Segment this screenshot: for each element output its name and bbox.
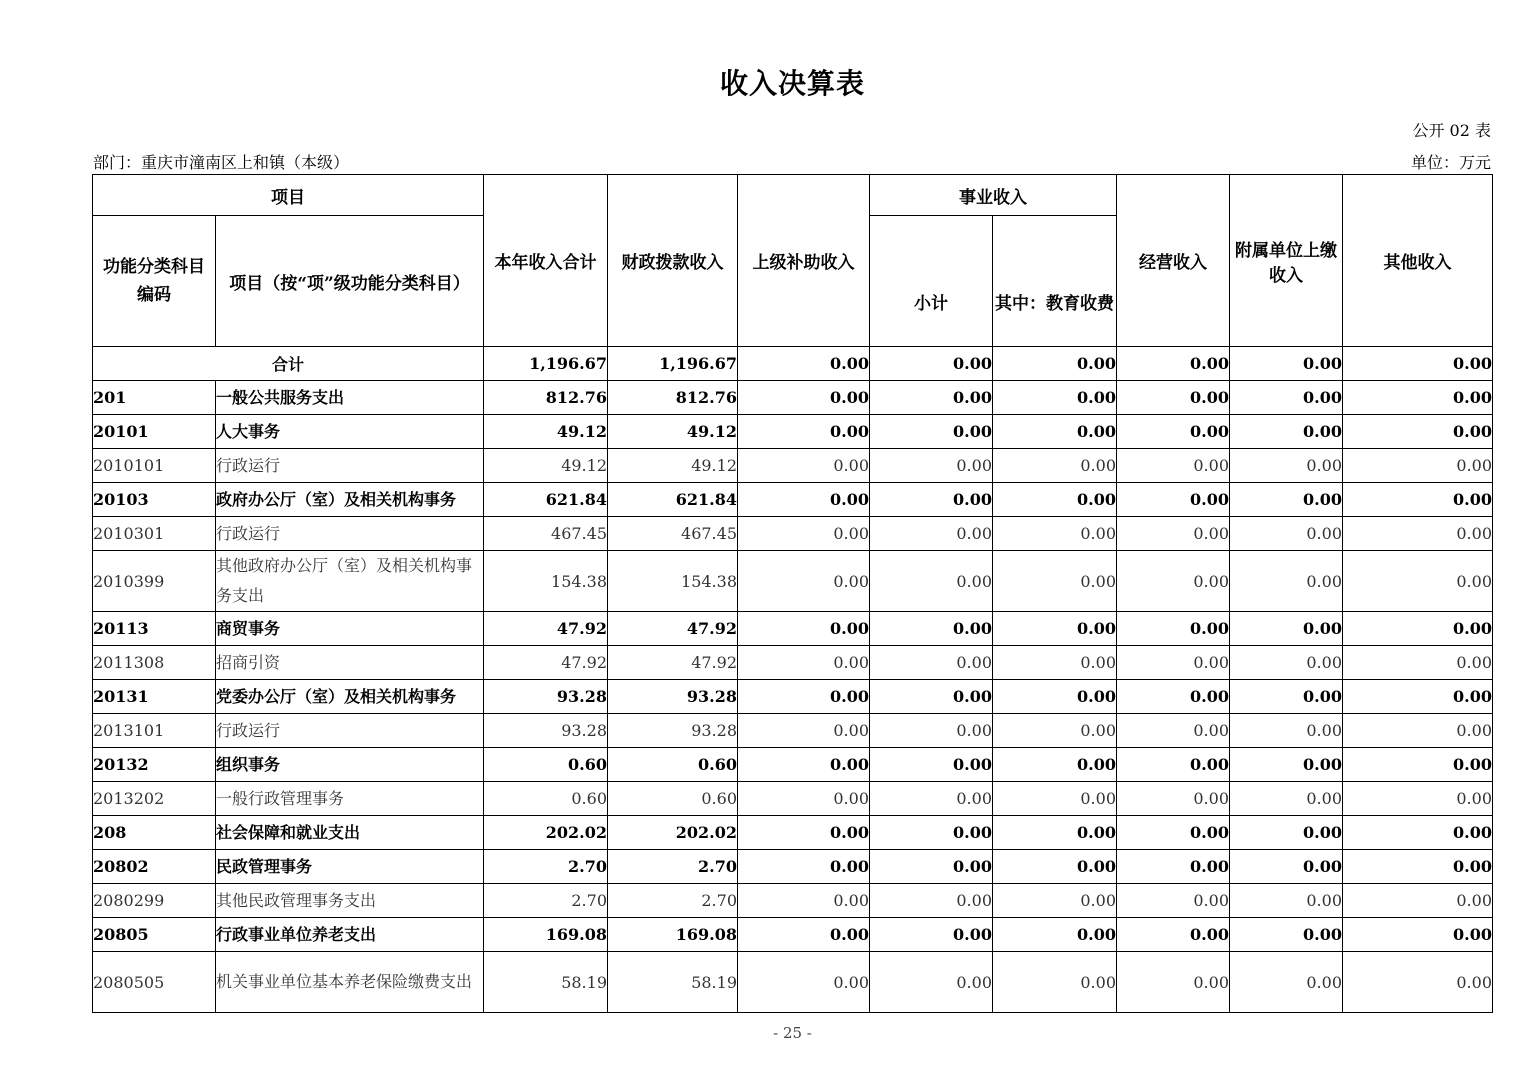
row-name: 组织事务 [216, 748, 484, 782]
row-code: 20805 [93, 918, 216, 952]
row-code: 2013202 [93, 782, 216, 816]
row-value: 0.00 [738, 714, 870, 748]
page-title: 收入决算表 [719, 67, 865, 100]
row-value: 49.12 [608, 449, 738, 483]
row-value: 2.70 [608, 884, 738, 918]
row-name: 党委办公厅（室）及相关机构事务 [216, 680, 484, 714]
total-value: 1,196.67 [608, 347, 738, 381]
row-value: 0.00 [993, 748, 1117, 782]
row-code: 2080505 [93, 952, 216, 1013]
row-value: 0.00 [993, 381, 1117, 415]
header-project: 项目 [93, 175, 484, 216]
row-value: 47.92 [608, 646, 738, 680]
row-value: 0.00 [993, 884, 1117, 918]
income-table [92, 174, 1493, 1013]
row-value: 49.12 [608, 415, 738, 449]
header-education [993, 216, 1117, 347]
row-value: 0.00 [738, 449, 870, 483]
row-value: 0.00 [1117, 517, 1230, 551]
row-code: 208 [93, 816, 216, 850]
row-code: 20113 [93, 612, 216, 646]
row-value: 0.60 [484, 748, 608, 782]
row-name: 行政运行 [216, 517, 484, 551]
row-value: 169.08 [484, 918, 608, 952]
row-value: 0.00 [738, 517, 870, 551]
row-value: 0.00 [1117, 816, 1230, 850]
row-value: 0.00 [738, 782, 870, 816]
total-value: 0.00 [1343, 347, 1493, 381]
row-value: 0.00 [738, 680, 870, 714]
row-value: 0.60 [608, 748, 738, 782]
row-name: 商贸事务 [216, 612, 484, 646]
row-value: 0.00 [1117, 551, 1230, 612]
row-code: 2010301 [93, 517, 216, 551]
row-value: 0.00 [1230, 517, 1343, 551]
row-value: 93.28 [484, 680, 608, 714]
row-code: 201 [93, 381, 216, 415]
row-value: 0.00 [870, 680, 993, 714]
table-row [93, 612, 1493, 646]
total-value: 0.00 [738, 347, 870, 381]
table-number: 公开 02 表 [1412, 121, 1491, 140]
row-value: 0.00 [1343, 449, 1493, 483]
row-value: 0.00 [1230, 680, 1343, 714]
row-value: 621.84 [484, 483, 608, 517]
row-value: 47.92 [484, 646, 608, 680]
row-value: 467.45 [608, 517, 738, 551]
row-value: 58.19 [608, 952, 738, 1013]
row-value: 0.00 [1230, 850, 1343, 884]
row-value: 0.00 [1343, 680, 1493, 714]
row-value: 0.00 [1343, 884, 1493, 918]
row-value: 621.84 [608, 483, 738, 517]
row-value: 0.00 [1117, 449, 1230, 483]
row-value: 0.00 [738, 884, 870, 918]
row-value: 0.00 [993, 918, 1117, 952]
row-name: 社会保障和就业支出 [216, 816, 484, 850]
row-value: 93.28 [484, 714, 608, 748]
row-value: 0.00 [870, 415, 993, 449]
row-value: 0.00 [1343, 381, 1493, 415]
row-value: 0.00 [738, 748, 870, 782]
row-value: 2.70 [484, 850, 608, 884]
row-code: 2010101 [93, 449, 216, 483]
row-value: 0.60 [484, 782, 608, 816]
row-value: 154.38 [484, 551, 608, 612]
row-value: 0.00 [1117, 483, 1230, 517]
header-superior: 上级补助收入 [738, 175, 870, 347]
row-name: 人大事务 [216, 415, 484, 449]
row-value: 0.00 [1230, 415, 1343, 449]
total-row [93, 347, 1493, 381]
row-code: 20103 [93, 483, 216, 517]
row-value: 154.38 [608, 551, 738, 612]
row-value: 0.00 [1117, 748, 1230, 782]
row-value: 0.00 [1230, 714, 1343, 748]
row-value: 0.00 [993, 415, 1117, 449]
row-name: 行政事业单位养老支出 [216, 918, 484, 952]
row-value: 0.60 [608, 782, 738, 816]
row-value: 467.45 [484, 517, 608, 551]
row-value: 0.00 [738, 850, 870, 884]
row-name: 政府办公厅（室）及相关机构事务 [216, 483, 484, 517]
row-value: 0.00 [1117, 850, 1230, 884]
header-total: 本年收入合计 [484, 175, 608, 347]
row-value: 0.00 [738, 415, 870, 449]
row-name: 民政管理事务 [216, 850, 484, 884]
row-value: 0.00 [1230, 551, 1343, 612]
row-value: 0.00 [870, 612, 993, 646]
row-value: 0.00 [870, 918, 993, 952]
row-value: 812.76 [608, 381, 738, 415]
row-value: 0.00 [1230, 449, 1343, 483]
table-row [93, 816, 1493, 850]
row-value: 0.00 [1117, 381, 1230, 415]
row-value: 0.00 [870, 714, 993, 748]
row-value: 0.00 [870, 782, 993, 816]
table-row [93, 884, 1493, 918]
header-operating: 经营收入 [1117, 175, 1230, 347]
row-value: 47.92 [608, 612, 738, 646]
row-value: 93.28 [608, 680, 738, 714]
row-code: 20101 [93, 415, 216, 449]
row-name: 行政运行 [216, 449, 484, 483]
row-value: 0.00 [993, 449, 1117, 483]
row-value: 2.70 [484, 884, 608, 918]
table-row [93, 748, 1493, 782]
table-row [93, 415, 1493, 449]
row-value: 0.00 [738, 612, 870, 646]
row-value: 0.00 [1117, 714, 1230, 748]
row-code: 20802 [93, 850, 216, 884]
row-value: 0.00 [1343, 551, 1493, 612]
row-name: 一般公共服务支出 [216, 381, 484, 415]
row-value: 0.00 [1117, 884, 1230, 918]
row-value: 47.92 [484, 612, 608, 646]
row-name: 其他政府办公厅（室）及相关机构事务支出 [216, 551, 484, 612]
table-row [93, 517, 1493, 551]
row-value: 0.00 [870, 646, 993, 680]
row-code: 2080299 [93, 884, 216, 918]
header-subtotal-label: 小计 [914, 293, 948, 314]
row-value: 0.00 [870, 952, 993, 1013]
table-row [93, 646, 1493, 680]
row-value: 0.00 [1230, 884, 1343, 918]
row-value: 49.12 [484, 449, 608, 483]
row-code: 20131 [93, 680, 216, 714]
table-row [93, 714, 1493, 748]
row-value: 0.00 [1230, 381, 1343, 415]
total-value: 0.00 [993, 347, 1117, 381]
row-value: 0.00 [1343, 517, 1493, 551]
row-value: 0.00 [870, 850, 993, 884]
row-name: 机关事业单位基本养老保险缴费支出 [216, 952, 484, 1013]
row-value: 0.00 [870, 483, 993, 517]
row-value: 0.00 [993, 782, 1117, 816]
row-value: 0.00 [993, 850, 1117, 884]
row-value: 0.00 [1343, 918, 1493, 952]
row-name: 一般行政管理事务 [216, 782, 484, 816]
table-row [93, 680, 1493, 714]
table-row [93, 850, 1493, 884]
row-value: 0.00 [870, 517, 993, 551]
row-code: 2010399 [93, 551, 216, 612]
row-value: 812.76 [484, 381, 608, 415]
row-value: 0.00 [1343, 612, 1493, 646]
table-row [93, 483, 1493, 517]
row-value: 0.00 [1117, 612, 1230, 646]
row-value: 0.00 [738, 381, 870, 415]
row-value: 0.00 [1343, 850, 1493, 884]
row-value: 0.00 [1343, 816, 1493, 850]
header-affiliated: 附属单位上缴收入 [1230, 175, 1343, 347]
row-value: 0.00 [993, 483, 1117, 517]
row-code: 20132 [93, 748, 216, 782]
row-value: 58.19 [484, 952, 608, 1013]
row-value: 2.70 [608, 850, 738, 884]
total-value: 1,196.67 [484, 347, 608, 381]
row-code: 2013101 [93, 714, 216, 748]
row-value: 0.00 [993, 816, 1117, 850]
row-value: 0.00 [1343, 782, 1493, 816]
row-value: 49.12 [484, 415, 608, 449]
table-row [93, 551, 1493, 612]
row-value: 0.00 [993, 714, 1117, 748]
row-value: 0.00 [1230, 952, 1343, 1013]
row-value: 169.08 [608, 918, 738, 952]
total-value: 0.00 [1117, 347, 1230, 381]
header-code: 功能分类科目编码 [93, 216, 216, 347]
row-value: 0.00 [870, 816, 993, 850]
row-value: 0.00 [993, 517, 1117, 551]
total-value: 0.00 [1230, 347, 1343, 381]
row-value: 0.00 [1230, 748, 1343, 782]
row-value: 93.28 [608, 714, 738, 748]
header-name: 项目（按“项”级功能分类科目） [216, 216, 484, 347]
row-name: 行政运行 [216, 714, 484, 748]
row-value: 0.00 [1117, 680, 1230, 714]
row-value: 0.00 [1230, 782, 1343, 816]
table-row [93, 952, 1493, 1013]
row-value: 0.00 [1117, 952, 1230, 1013]
table-row [93, 381, 1493, 415]
row-value: 0.00 [738, 483, 870, 517]
row-value: 0.00 [1117, 415, 1230, 449]
row-value: 0.00 [1343, 646, 1493, 680]
row-value: 0.00 [738, 646, 870, 680]
row-value: 0.00 [993, 646, 1117, 680]
row-value: 0.00 [1117, 918, 1230, 952]
row-value: 0.00 [1343, 415, 1493, 449]
row-value: 0.00 [993, 551, 1117, 612]
row-value: 0.00 [1343, 748, 1493, 782]
row-value: 0.00 [1230, 918, 1343, 952]
row-value: 0.00 [870, 551, 993, 612]
row-value: 0.00 [1230, 483, 1343, 517]
row-name: 其他民政管理事务支出 [216, 884, 484, 918]
unit-label: 单位：万元 [1410, 153, 1491, 172]
row-value: 0.00 [1230, 646, 1343, 680]
header-subtotal [870, 216, 993, 347]
header-other: 其他收入 [1343, 175, 1493, 347]
row-code: 2011308 [93, 646, 216, 680]
page-number: - 25 - [773, 1024, 812, 1042]
row-value: 0.00 [993, 612, 1117, 646]
department-label: 部门：重庆市潼南区上和镇（本级） [93, 153, 350, 172]
row-value: 0.00 [870, 884, 993, 918]
table-row [93, 918, 1493, 952]
row-value: 0.00 [870, 381, 993, 415]
row-value: 0.00 [993, 680, 1117, 714]
row-value: 0.00 [738, 551, 870, 612]
table-row [93, 449, 1493, 483]
row-value: 0.00 [1343, 952, 1493, 1013]
header-business-group: 事业收入 [870, 175, 1117, 216]
row-value: 0.00 [993, 952, 1117, 1013]
table-row [93, 782, 1493, 816]
row-value: 0.00 [870, 748, 993, 782]
row-value: 0.00 [1117, 782, 1230, 816]
row-value: 0.00 [870, 449, 993, 483]
header-education-label: 其中：教育收费 [995, 293, 1114, 314]
row-value: 202.02 [608, 816, 738, 850]
row-value: 0.00 [1230, 612, 1343, 646]
header-fiscal: 财政拨款收入 [608, 175, 738, 347]
row-value: 0.00 [1230, 816, 1343, 850]
total-value: 0.00 [870, 347, 993, 381]
row-value: 202.02 [484, 816, 608, 850]
row-value: 0.00 [1343, 714, 1493, 748]
row-value: 0.00 [1343, 483, 1493, 517]
row-value: 0.00 [738, 816, 870, 850]
total-label: 合计 [93, 347, 484, 381]
row-value: 0.00 [1117, 646, 1230, 680]
row-value: 0.00 [738, 952, 870, 1013]
row-name: 招商引资 [216, 646, 484, 680]
row-value: 0.00 [738, 918, 870, 952]
